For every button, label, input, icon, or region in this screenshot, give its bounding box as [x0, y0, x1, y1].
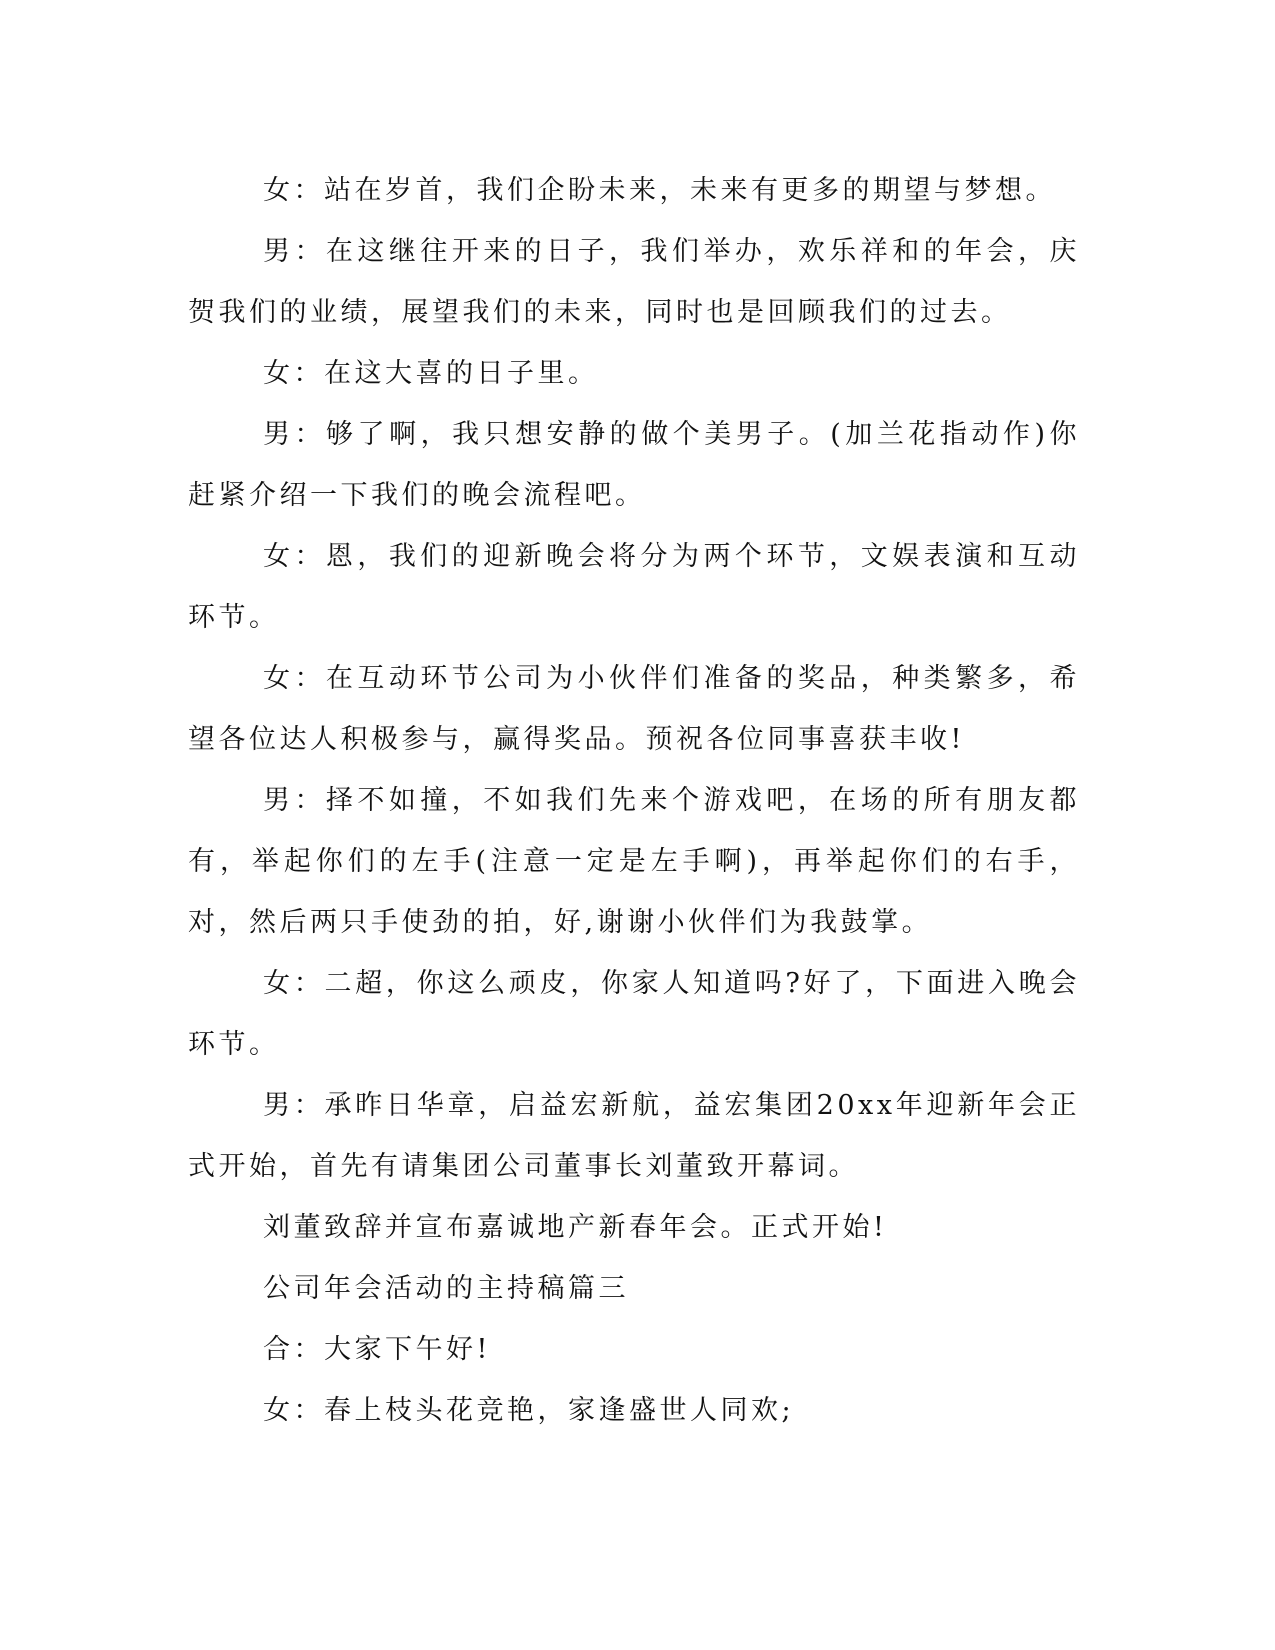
paragraph: 男：承昨日华章，启益宏新航，益宏集团20xx年迎新年会正式开始，首先有请集团公司董事长刘董致开幕词。 [188, 1090, 1080, 1182]
paragraph: 女：在这大喜的日子里。 [263, 358, 599, 389]
paragraph: 男：择不如撞，不如我们先来个游戏吧，在场的所有朋友都有，举起你们的左手(注意一定是左手啊)，再举起你们的右手，对，然后两只手使劲的拍，好,谢谢小伙伴们为我鼓掌。 [188, 785, 1080, 938]
paragraph: 女：在互动环节公司为小伙伴们准备的奖品，种类繁多，希望各位达人积极参与，赢得奖品。预祝各位同事喜获丰收! [188, 663, 1080, 755]
section-heading: 公司年会活动的主持稿篇三 [263, 1273, 629, 1304]
paragraph: 男：够了啊，我只想安静的做个美男子。(加兰花指动作)你赶紧介绍一下我们的晚会流程吧。 [188, 419, 1080, 511]
paragraph: 女：春上枝头花竞艳，家逢盛世人同欢; [263, 1395, 795, 1426]
paragraph: 女：二超，你这么顽皮，你家人知道吗?好了，下面进入晚会环节。 [188, 968, 1080, 1060]
paragraph: 男：在这继往开来的日子，我们举办，欢乐祥和的年会，庆贺我们的业绩，展望我们的未来，同时也是回顾我们的过去。 [188, 236, 1080, 328]
document-body [188, 160, 1080, 1441]
paragraph: 合：大家下午好! [263, 1334, 491, 1365]
paragraph: 刘董致辞并宣布嘉诚地产新春年会。正式开始! [263, 1212, 888, 1243]
paragraph: 女：恩，我们的迎新晚会将分为两个环节，文娱表演和互动环节。 [188, 541, 1080, 633]
paragraph: 女：站在岁首，我们企盼未来，未来有更多的期望与梦想。 [263, 175, 1056, 206]
